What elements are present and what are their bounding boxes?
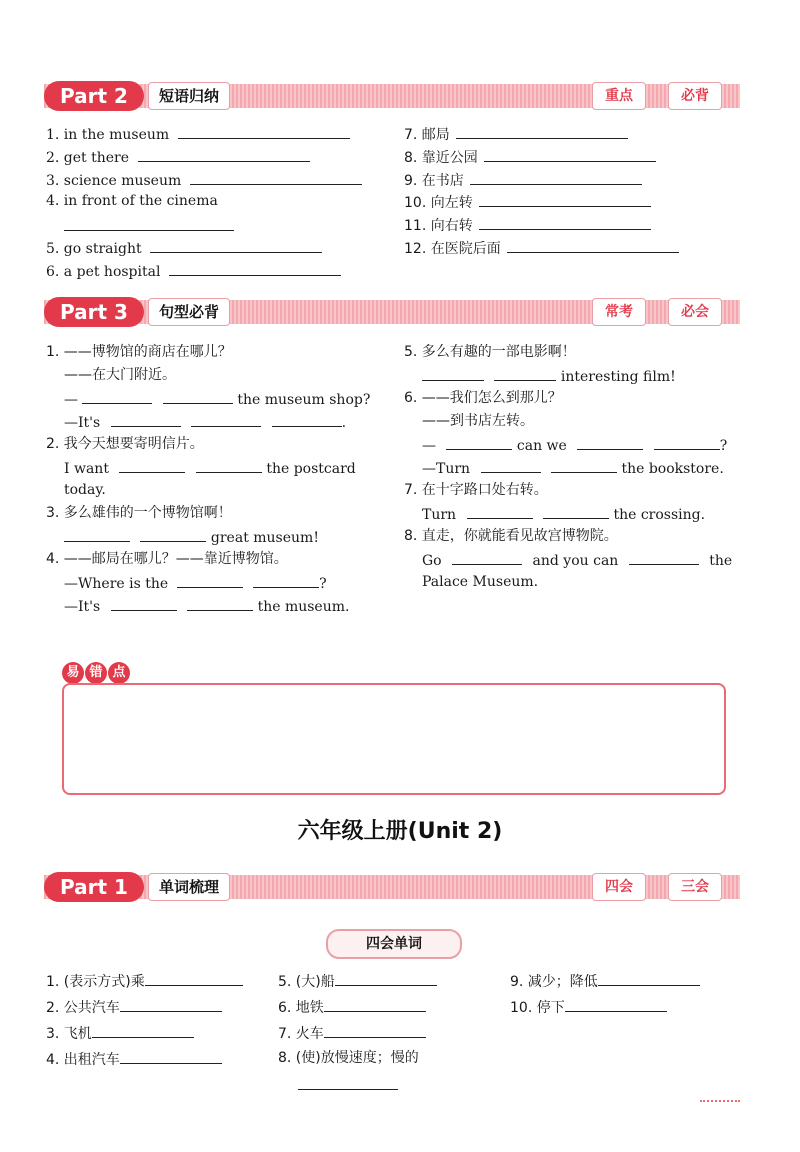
answer-blank[interactable] [629,550,699,565]
phrase-item [46,192,218,210]
part1-subtitle: 四会单词 [326,929,462,959]
answer-blank[interactable] [111,412,181,427]
word-text: 3. 飞机 [46,1026,92,1042]
phrase-text: 4. in front of the cinema [46,193,218,209]
sentence-cn: 7. 在十字路口处右转。 [404,482,548,498]
sentence-text: ? [719,438,728,454]
answer-blank[interactable] [507,238,679,253]
sentence-cn: 5. 多么有趣的一部电影啊！ [404,344,576,360]
answer-blank[interactable] [196,458,262,473]
word-item [278,1023,426,1043]
answer-blank[interactable] [446,435,512,450]
phrase-text: 10. 向左转 [404,195,473,211]
answer-blank[interactable] [119,458,185,473]
sentence-line [64,596,349,616]
part2-title: 短语归纳 [148,82,230,110]
answer-blank[interactable] [479,215,651,230]
answer-blank[interactable] [577,435,643,450]
sentence-line [422,366,676,386]
sentence-text: —Turn [422,461,471,477]
answer-blank[interactable] [138,147,310,162]
answer-blank[interactable] [456,124,628,139]
sentence-line [64,412,346,432]
sentence-cn: 3. 多么雄伟的一个博物馆啊！ [46,505,232,521]
mistakes-note-area[interactable] [62,683,726,795]
part2-header [44,81,740,111]
phrase-text: 2. get there [46,150,130,166]
word-item [46,997,222,1017]
word-item [46,971,243,991]
answer-blank[interactable] [324,997,426,1012]
word-text: 1. (表示方式)乘 [46,974,145,990]
mistakes-char: 错 [85,662,107,684]
sentence-text: the museum shop? [237,392,371,408]
phrase-item [46,238,322,258]
phrase-text: 7. 邮局 [404,127,450,143]
sentence-text: the postcard [266,461,356,477]
word-item [510,971,700,991]
answer-blank[interactable] [190,170,362,185]
word-item [278,997,426,1017]
answer-blank[interactable] [187,596,253,611]
mistakes-label [62,662,130,684]
phrase-text: 11. 向右转 [404,218,473,234]
sentence-text: I want [64,461,109,477]
part3-tag-1: 常考 [592,298,646,326]
answer-blank[interactable] [335,971,437,986]
phrase-item [404,192,651,212]
answer-blank[interactable] [467,504,533,519]
sentence-text: —It's [64,599,101,615]
phrase-item [404,238,679,258]
sentence-text: can we [516,438,567,454]
sentence-line [64,389,370,409]
sentence-text: . [341,415,347,431]
phrase-item [46,147,310,167]
answer-blank[interactable] [163,389,233,404]
part3-title: 句型必背 [148,298,230,326]
sentence-text: — [422,438,436,454]
answer-blank[interactable] [120,1049,222,1064]
sentence-line [422,550,732,570]
answer-blank[interactable] [120,997,222,1012]
sentence-cn: 2. 我今天想要寄明信片。 [46,436,204,452]
answer-blank[interactable] [64,527,130,542]
answer-blank[interactable] [481,458,541,473]
word-item [278,971,437,991]
word-text: 6. 地铁 [278,1000,324,1016]
answer-blank[interactable] [479,192,651,207]
sentence-text: the museum. [257,599,350,615]
answer-blank[interactable] [64,230,234,231]
mistakes-char: 易 [62,662,84,684]
answer-blank[interactable] [150,238,322,253]
phrase-item [46,170,362,190]
sentence-cn: 4. ——邮局在哪儿？——靠近博物馆。 [46,551,288,567]
answer-blank[interactable] [111,596,177,611]
sentence-line [64,527,319,547]
word-item [46,1023,194,1043]
sentence-cn: 6. ——我们怎么到那儿？ [404,390,562,406]
sentence-line: today. [64,482,106,498]
phrase-item [46,124,350,144]
sentence-text: great museum! [210,530,319,546]
sentence-cn: ——到书店左转。 [422,413,534,429]
sentence-text: —It's [64,415,101,431]
sentence-line [422,458,724,478]
part1-tag-1: 四会 [592,873,646,901]
answer-blank[interactable] [551,458,617,473]
answer-blank[interactable] [484,147,656,162]
part2-tag-2: 必背 [668,82,722,110]
part3-label: Part 3 [44,297,144,327]
part2-label: Part 2 [44,81,144,111]
answer-blank[interactable] [543,504,609,519]
sentence-text: the bookstore. [621,461,724,477]
answer-blank[interactable] [324,1023,426,1038]
answer-blank[interactable] [178,124,350,139]
sentence-text: Go [422,553,442,569]
phrase-text: 6. a pet hospital [46,264,161,280]
phrase-text: 9. 在书店 [404,173,464,189]
phrase-item [404,170,642,190]
answer-blank[interactable] [298,1089,398,1090]
part1-label: Part 1 [44,872,144,902]
phrase-text: 12. 在医院后面 [404,241,501,257]
sentence-cn: 8. 直走，你就能看见故宫博物院。 [404,528,618,544]
answer-blank[interactable] [565,997,667,1012]
answer-blank[interactable] [145,971,243,986]
answer-blank[interactable] [140,527,206,542]
sentence-text: ? [319,576,327,592]
word-text: 9. 减少；降低 [510,974,598,990]
phrase-text: 5. go straight [46,241,142,257]
sentence-text: Turn [422,507,457,523]
word-item [510,997,667,1017]
answer-blank[interactable] [82,389,152,404]
sentence-text: the [709,553,733,569]
sentence-text: —Where is the [64,576,169,592]
answer-blank[interactable] [470,170,642,185]
word-text: 5. (大)船 [278,974,335,990]
answer-blank[interactable] [253,573,319,588]
answer-blank[interactable] [92,1023,194,1038]
sentence-text: the crossing. [613,507,706,523]
part3-header [44,297,740,327]
answer-blank[interactable] [169,261,341,276]
answer-blank[interactable] [177,573,243,588]
part1-tag-2: 三会 [668,873,722,901]
answer-blank[interactable] [422,366,484,381]
phrase-text: 1. in the museum [46,127,170,143]
answer-blank[interactable] [452,550,522,565]
sentence-line [422,435,727,455]
sentence-line [64,458,356,478]
part1-header [44,872,740,902]
answer-blank[interactable] [191,412,261,427]
phrase-text: 3. science museum [46,173,182,189]
sentence-line [422,504,705,524]
sentence-line: Palace Museum. [422,574,539,590]
word-item [278,1049,419,1067]
answer-blank[interactable] [654,435,720,450]
phrase-item [404,124,628,144]
sentence-text: and you can [532,553,619,569]
word-text: 4. 出租汽车 [46,1052,120,1068]
phrase-item [46,261,341,281]
phrase-text: 8. 靠近公园 [404,150,478,166]
word-text: 8. (使)放慢速度；慢的 [278,1050,419,1066]
sentence-text: interesting film! [560,369,676,385]
sentence-cn: ——在大门附近。 [64,367,176,383]
phrase-item [404,215,651,235]
sentence-text: — [64,392,78,408]
answer-blank[interactable] [272,412,342,427]
word-text: 10. 停下 [510,1000,565,1016]
page-edge-marker [700,1100,740,1102]
phrase-item [404,147,656,167]
word-item [46,1049,222,1069]
sentence-cn: 1. ——博物馆的商店在哪儿？ [46,344,232,360]
answer-blank[interactable] [494,366,556,381]
word-text: 7. 火车 [278,1026,324,1042]
part2-tag-1: 重点 [592,82,646,110]
mistakes-char: 点 [108,662,130,684]
part3-tag-2: 必会 [668,298,722,326]
sentence-line [64,573,327,593]
word-text: 2. 公共汽车 [46,1000,120,1016]
part1-title: 单词梳理 [148,873,230,901]
answer-blank[interactable] [598,971,700,986]
unit-title: 六年级上册(Unit 2) [297,819,503,844]
